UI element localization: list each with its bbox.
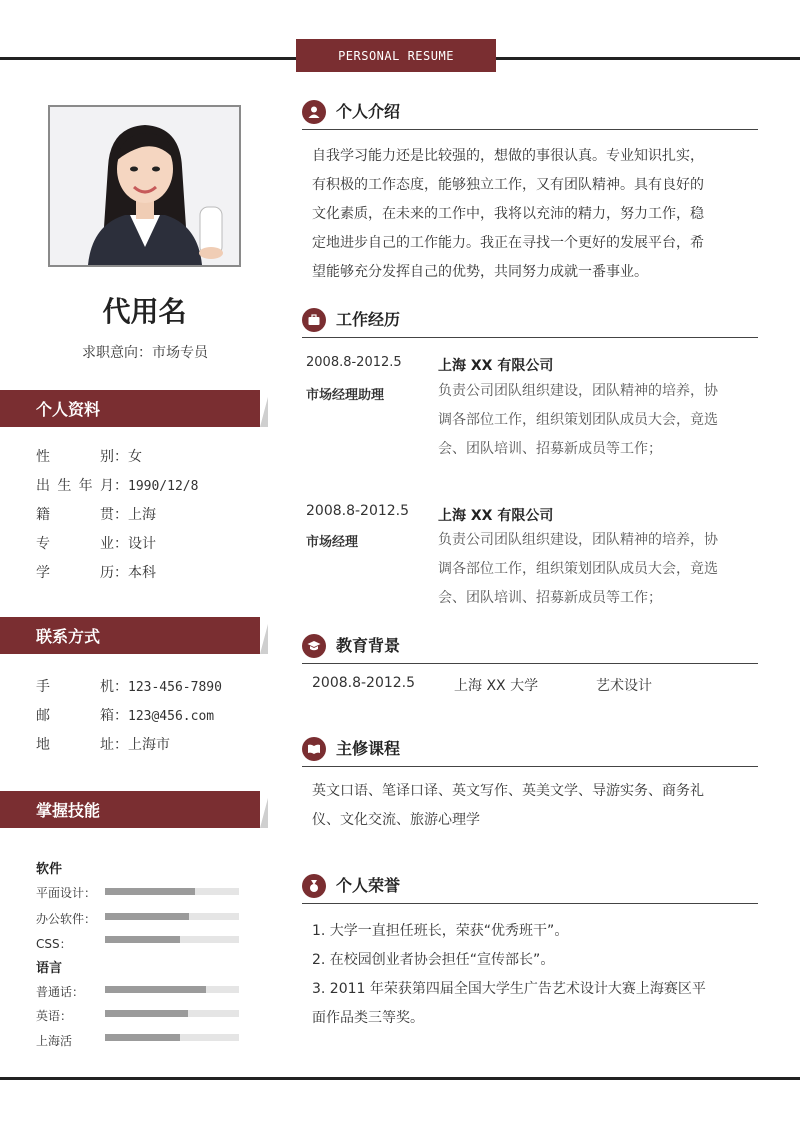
skill-bar: [105, 1034, 239, 1041]
skill-label: 平面设计：: [36, 886, 97, 900]
course-line: 英文口语、笔译口译、英文写作、英美文学、导游实务、商务礼: [312, 783, 704, 799]
skill-group-language: 语言: [36, 961, 63, 976]
section-skills: [0, 791, 260, 828]
duty-line: 负责公司团队组织建设，团队精神的培养，协: [438, 532, 718, 548]
contact-value: 123@456.com: [128, 709, 215, 724]
contact-address: 地 址：上海市: [36, 734, 170, 754]
section-title: 主修课程: [336, 739, 401, 758]
skill-label: 上海活: [36, 1034, 73, 1048]
resume-banner: PERSONAL RESUME: [296, 39, 496, 72]
section-work: [302, 308, 758, 338]
honors-list: [312, 917, 772, 1033]
bar-shadow: [260, 624, 268, 654]
duty-line: 负责公司团队组织建设，团队精神的培养，协: [438, 383, 718, 399]
skill-bar-fill: [105, 1034, 180, 1041]
skill-label: 英语：: [36, 1009, 73, 1023]
info-major: 专 业：设计: [36, 533, 156, 553]
honor-item: 面作品类三等奖。: [312, 1010, 424, 1026]
work-role: 市场经理: [306, 535, 359, 550]
briefcase-icon: [302, 308, 326, 332]
skill-bar-fill: [105, 888, 195, 895]
courses-text: [312, 777, 772, 835]
info-value: 女: [128, 449, 142, 465]
bottom-divider: [0, 1077, 800, 1080]
graduation-cap-icon: [302, 634, 326, 658]
section-title: 个人荣誉: [336, 876, 401, 895]
info-value: 1990/12/8: [128, 479, 199, 494]
candidate-name: 代用名: [102, 295, 187, 328]
duty-line: 调各部位工作，组织策划团队成员大会，竟选: [438, 412, 718, 428]
info-key: 性 别: [36, 449, 114, 465]
course-line: 仪、文化交流、旅游心理学: [312, 812, 480, 828]
profile-photo: [48, 105, 241, 267]
section-title: 个人资料: [36, 400, 101, 419]
info-value: 上海: [128, 507, 156, 523]
skill-bar: [105, 936, 239, 943]
skill-bar: [105, 888, 239, 895]
work-company: 上海 XX 有限公司: [438, 508, 554, 524]
contact-email: 邮 箱：123@456.com: [36, 705, 214, 725]
medal-icon: [302, 874, 326, 898]
skill-label: CSS：: [36, 937, 72, 951]
portrait-illustration: [50, 107, 239, 265]
info-value: 设计: [128, 536, 156, 552]
section-education: [302, 634, 758, 664]
skill-bar-fill: [105, 936, 180, 943]
intro-line: 有积极的工作态度，能够独立工作，又有团队精神。具有良好的: [312, 177, 704, 193]
intro-text: [312, 142, 762, 287]
job-intent: 求职意向：市场专员: [82, 345, 208, 361]
intro-line: 定地进步自己的工作能力。我正在寻找一个更好的发展平台，希: [312, 235, 704, 251]
section-title: 工作经历: [336, 310, 401, 329]
section-title: 掌握技能: [36, 801, 101, 820]
skill-label: 办公软件：: [36, 912, 97, 926]
edu-date: 2008.8-2012.5: [312, 675, 416, 691]
duty-line: 会、团队培训、招募新成员等工作；: [438, 590, 662, 606]
work-company: 上海 XX 有限公司: [438, 358, 554, 374]
work-duties: [438, 526, 768, 613]
skill-label: 普通话：: [36, 985, 85, 999]
work-duties: [438, 377, 768, 464]
edu-school: 上海 XX 大学: [454, 678, 539, 694]
intro-line: 文化素质，在未来的工作中，我将以充沛的精力，努力工作，稳: [312, 206, 704, 222]
section-title: 教育背景: [336, 636, 401, 655]
duty-line: 调各部位工作，组织策划团队成员大会，竟选: [438, 561, 718, 577]
section-courses: [302, 737, 758, 767]
user-icon: [302, 100, 326, 124]
bar-shadow: [260, 397, 268, 427]
intro-line: 望能够充分发挥自己的优势，共同努力成就一番事业。: [312, 264, 648, 280]
section-honors: [302, 874, 758, 904]
bar-shadow: [260, 798, 268, 828]
work-role: 市场经理助理: [306, 388, 385, 403]
honor-item: 3. 2011 年荣获第四届全国大学生广告艺术设计大赛上海赛区平: [312, 981, 706, 997]
section-intro: [302, 100, 758, 130]
edu-major: 艺术设计: [596, 678, 652, 694]
skill-group-software: 软件: [36, 862, 63, 877]
info-value: 本科: [128, 565, 156, 581]
section-title: 联系方式: [36, 627, 101, 646]
info-key: 出生年月: [36, 478, 114, 494]
info-birth: 出生年月：1990/12/8: [36, 475, 198, 495]
info-origin: 籍 贯：上海: [36, 504, 156, 524]
intro-line: 自我学习能力还是比较强的，想做的事很认真。专业知识扎实，: [312, 148, 704, 164]
skill-bar: [105, 1010, 239, 1017]
honor-item: 1. 大学一直担任班长，荣获“优秀班干”。: [312, 923, 569, 939]
honor-item: 2. 在校园创业者协会担任“宣传部长”。: [312, 952, 555, 968]
info-key: 学 历: [36, 565, 114, 581]
skill-bar: [105, 986, 239, 993]
book-icon: [302, 737, 326, 761]
skill-bar-fill: [105, 913, 189, 920]
contact-key: 地 址: [36, 737, 114, 753]
work-date: 2008.8-2012.5: [306, 503, 410, 519]
duty-line: 会、团队培训、招募新成员等工作；: [438, 441, 662, 457]
section-personal-info: [0, 390, 260, 427]
skill-bar-fill: [105, 1010, 188, 1017]
contact-value: 123-456-7890: [128, 680, 222, 695]
contact-phone: 手 机：123-456-7890: [36, 676, 222, 696]
contact-key: 邮 箱: [36, 708, 114, 724]
work-date: 2008.8-2012.5: [306, 355, 402, 370]
skill-bar-fill: [105, 986, 206, 993]
skill-bar: [105, 913, 239, 920]
section-contact: [0, 617, 260, 654]
info-degree: 学 历：本科: [36, 562, 156, 582]
info-key: 籍 贯: [36, 507, 114, 523]
info-key: 专 业: [36, 536, 114, 552]
contact-key: 手 机: [36, 679, 114, 695]
section-title: 个人介绍: [336, 102, 401, 121]
contact-value: 上海市: [128, 737, 170, 753]
info-gender: 性 别：女: [36, 446, 142, 466]
